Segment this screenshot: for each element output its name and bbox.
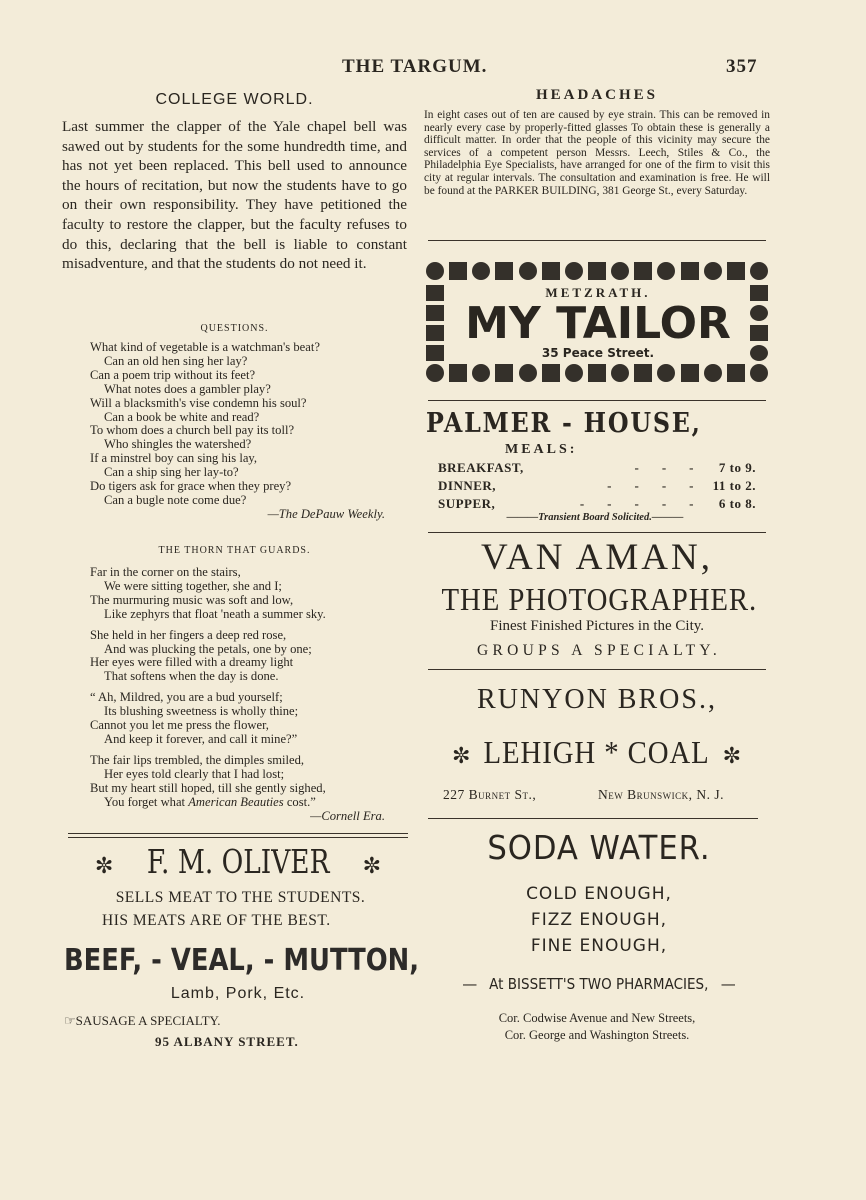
stanza bbox=[90, 691, 395, 747]
palmer-title bbox=[426, 408, 770, 439]
poem-emphasis: American Beauties bbox=[188, 794, 284, 809]
stanza bbox=[90, 566, 395, 622]
poem-line: Will a blacksmith's vise condemn his soul? bbox=[90, 395, 307, 410]
soda-line: FINE ENOUGH, bbox=[530, 936, 668, 956]
runyon-city: New Brunswick, N. J. bbox=[598, 787, 725, 802]
poem-line: Can a bugle note come due? bbox=[104, 492, 247, 507]
poem-text: cost.” bbox=[283, 794, 316, 809]
poem-line: She held in her fingers a deep red rose, bbox=[90, 627, 287, 642]
oliver-name: F. M. OLIVER bbox=[146, 842, 330, 881]
poem-line: What kind of vegetable is a watchman's beat? bbox=[90, 340, 320, 354]
ornament-left-icon: ✼ bbox=[451, 743, 472, 768]
vanaman-line2 bbox=[424, 579, 770, 619]
pointing-hand-icon: ☞ bbox=[64, 1013, 76, 1028]
poem-attribution: —The DePauw Weekly. bbox=[267, 506, 385, 521]
oliver-other: Lamb, Pork, Etc. bbox=[170, 985, 306, 1002]
banner-circle-icon bbox=[519, 364, 537, 382]
meal-name: DINNER, bbox=[438, 478, 497, 493]
meal-name: SUPPER, bbox=[438, 496, 496, 511]
poem-attribution: —Cornell Era. bbox=[310, 808, 385, 823]
meal-dashes: - - - - bbox=[607, 478, 694, 493]
banner-square-icon bbox=[681, 364, 699, 382]
vanaman-line4: GROUPS A SPECIALTY. bbox=[476, 642, 722, 659]
banner-circle-icon bbox=[750, 364, 768, 382]
poem-line: Can an old hen sing her lay? bbox=[104, 353, 248, 368]
poem-line: Like zephyrs that float 'neath a summer sky. bbox=[104, 606, 326, 621]
oliver-address: 95 ALBANY STREET. bbox=[155, 1034, 299, 1049]
ornament-right-icon: ✼ bbox=[362, 854, 382, 879]
oliver-meats bbox=[64, 941, 424, 981]
oliver-special: SAUSAGE A SPECIALTY. bbox=[75, 1013, 221, 1028]
soda-address: Cor. George and Washington Streets. bbox=[504, 1028, 690, 1042]
divider bbox=[428, 669, 766, 670]
soda-lines bbox=[424, 881, 774, 959]
soda-line: FIZZ ENOUGH, bbox=[530, 910, 668, 930]
running-title: THE TARGUM. bbox=[342, 56, 488, 77]
poem-line: But my heart still hoped, till she gently sighed, bbox=[90, 780, 326, 795]
meal-dashes: - - - bbox=[634, 460, 694, 475]
divider bbox=[428, 818, 758, 819]
banner-square-icon bbox=[634, 364, 652, 382]
oliver-name-row bbox=[68, 842, 408, 887]
banner-square-icon bbox=[588, 262, 606, 280]
thorn-poem bbox=[90, 566, 395, 823]
poem-line: We were sitting together, she and I; bbox=[104, 578, 282, 593]
poem-line: Its blushing sweetness is wholly thine; bbox=[104, 704, 299, 719]
meal-row bbox=[438, 477, 756, 495]
tailor-headline: MY TAILOR bbox=[465, 298, 731, 349]
poem-line: What notes does a gambler play? bbox=[104, 381, 271, 396]
banner-square-icon bbox=[542, 364, 560, 382]
banner-square-icon bbox=[449, 262, 467, 280]
vanaman-line1: VAN AMAN, bbox=[481, 537, 713, 578]
meal-time: 11 to 2. bbox=[712, 478, 756, 493]
page-number: 357 bbox=[726, 56, 758, 77]
banner-top-border bbox=[426, 260, 768, 282]
thorn-heading: THE THORN THAT GUARDS. bbox=[158, 545, 311, 556]
palmer-meal-table bbox=[438, 459, 756, 513]
poem-line: Can a ship sing her lay-to? bbox=[104, 465, 239, 480]
meal-time: 7 to 9. bbox=[718, 460, 756, 475]
runyon-street: 227 Burnet St., bbox=[443, 787, 537, 802]
soda-address: Cor. Codwise Avenue and New Streets, bbox=[498, 1011, 696, 1025]
banner-square-icon bbox=[681, 262, 699, 280]
soda-where: At BISSETT'S TWO PHARMACIES, bbox=[489, 975, 709, 993]
runyon-product-row bbox=[424, 734, 770, 771]
questions-heading: QUESTIONS. bbox=[200, 323, 269, 334]
soda-addresses bbox=[424, 1010, 770, 1044]
poem-line: The fair lips trembled, the dimples smiled, bbox=[90, 752, 305, 767]
poem-line: If a minstrel boy can sing his lay, bbox=[90, 451, 258, 466]
meal-row bbox=[438, 495, 756, 513]
banner-bottom-border bbox=[426, 362, 768, 384]
meal-row bbox=[438, 459, 756, 477]
poem-line: “ Ah, Mildred, you are a bud yourself; bbox=[90, 690, 283, 705]
banner-circle-icon bbox=[426, 262, 444, 280]
tailor-address: 35 Peace Street. bbox=[541, 346, 655, 360]
banner-circle-icon bbox=[657, 262, 675, 280]
banner-square-icon bbox=[449, 364, 467, 382]
banner-circle-icon bbox=[565, 364, 583, 382]
soda-where-row: — At BISSETT'S TWO PHARMACIES, — bbox=[462, 975, 736, 993]
questions-poem bbox=[90, 341, 395, 522]
banner-circle-icon bbox=[472, 364, 490, 382]
headaches-heading: HEADACHES bbox=[535, 87, 659, 103]
banner-circle-icon bbox=[750, 262, 768, 280]
palmer-note-row: ———Transient Board Solicited.——— bbox=[506, 512, 684, 523]
vanaman-line2-text: THE PHOTOGRAPHER. bbox=[441, 581, 758, 617]
palmer-note: Transient Board Solicited. bbox=[538, 512, 652, 523]
oliver-line1: SELLS MEAT TO THE STUDENTS. bbox=[115, 889, 366, 906]
poem-line: To whom does a church bell pay its toll? bbox=[90, 423, 295, 438]
college-world-paragraph: Last summer the clapper of the Yale chapel bell was sawed out by students for the some hundredth time, and has not yet been replaced. This bell used to announce the hours of recitation, but now the students have to go on their own responsibility. They have petitioned the faculty to restore the clapper, but the faculty refuses to do this, declaring that the bell is liable to constant misadventure, and that the students do not need it. bbox=[62, 118, 407, 273]
banner-circle-icon bbox=[611, 262, 629, 280]
banner-circle-icon bbox=[704, 262, 722, 280]
poem-line: Cannot you let me press the flower, bbox=[90, 718, 269, 733]
poem-line: And keep it forever, and call it mine?” bbox=[104, 731, 298, 746]
poem-line: Her eyes told clearly that I had lost; bbox=[104, 766, 285, 781]
banner-circle-icon bbox=[472, 262, 490, 280]
banner-square-icon bbox=[634, 262, 652, 280]
ornament-right-icon: ✼ bbox=[722, 743, 743, 768]
vanaman-line3: Finest Finished Pictures in the City. bbox=[489, 618, 705, 634]
soda-title-text: SODA WATER. bbox=[487, 828, 711, 867]
runyon-product: LEHIGH * COAL bbox=[483, 734, 711, 770]
banner-square-icon bbox=[727, 364, 745, 382]
poem-line bbox=[90, 796, 395, 810]
banner-circle-icon bbox=[426, 364, 444, 382]
palmer-title-text: PALMER - HOUSE, bbox=[426, 408, 702, 439]
poem-line: And was plucking the petals, one by one; bbox=[104, 641, 312, 656]
soda-line: COLD ENOUGH, bbox=[526, 884, 672, 904]
banner-square-icon bbox=[727, 262, 745, 280]
stanza bbox=[90, 754, 395, 824]
divider bbox=[428, 532, 766, 533]
banner-circle-icon bbox=[519, 262, 537, 280]
tailor-name: METZRATH. bbox=[545, 285, 651, 300]
banner-square-icon bbox=[495, 364, 513, 382]
palmer-meals-label: MEALS: bbox=[505, 442, 578, 457]
banner-square-icon bbox=[495, 262, 513, 280]
banner-circle-icon bbox=[657, 364, 675, 382]
meal-time: 6 to 8. bbox=[718, 496, 756, 511]
divider bbox=[428, 400, 766, 401]
poem-line: Can a poem trip without its feet? bbox=[90, 367, 256, 382]
oliver-special-row bbox=[64, 1013, 364, 1029]
meal-dashes: - - - - - bbox=[579, 496, 694, 511]
poem-line: Can a book be white and read? bbox=[104, 409, 260, 424]
divider bbox=[68, 833, 408, 838]
ornament-left-icon: ✼ bbox=[94, 854, 114, 879]
oliver-line2: HIS MEATS ARE OF THE BEST. bbox=[102, 912, 331, 929]
poem-line: Far in the corner on the stairs, bbox=[90, 565, 241, 579]
soda-title bbox=[424, 828, 774, 867]
meats-text: BEEF, - VEAL, - MUTTON, bbox=[64, 943, 420, 978]
meal-name: BREAKFAST, bbox=[438, 460, 524, 475]
banner-circle-icon bbox=[704, 364, 722, 382]
poem-line: Her eyes were filled with a dreamy light bbox=[90, 655, 294, 670]
poem-line: Who shingles the watershed? bbox=[104, 437, 252, 452]
headaches-paragraph: In eight cases out of ten are caused by eye strain. This can be removed in nearly every case by properly-fitted glasses To obtain these is generally a difficult matter. In order that the people of this vicinity may secure the services of a competent person Messrs. Leech, Stiles & Co., the Philadelphia Eye Specialists, have arranged for one of the firm to visit this city at regular intervals. The consultation and examination is free. He will be found at the PARKER BUILDING, 381 George St., every Saturday. bbox=[424, 109, 770, 197]
banner-square-icon bbox=[588, 364, 606, 382]
runyon-name: RUNYON BROS., bbox=[477, 684, 717, 715]
poem-line: Do tigers ask for grace when they prey? bbox=[90, 479, 292, 494]
banner-circle-icon bbox=[611, 364, 629, 382]
poem-text: You forget what bbox=[104, 794, 189, 809]
banner-circle-icon bbox=[565, 262, 583, 280]
college-world-heading: COLLEGE WORLD. bbox=[155, 91, 314, 108]
divider bbox=[428, 240, 766, 241]
stanza bbox=[90, 629, 395, 685]
poem-line: The murmuring music was soft and low, bbox=[90, 592, 294, 607]
poem-line: That softens when the day is done. bbox=[104, 669, 279, 684]
banner-square-icon bbox=[542, 262, 560, 280]
